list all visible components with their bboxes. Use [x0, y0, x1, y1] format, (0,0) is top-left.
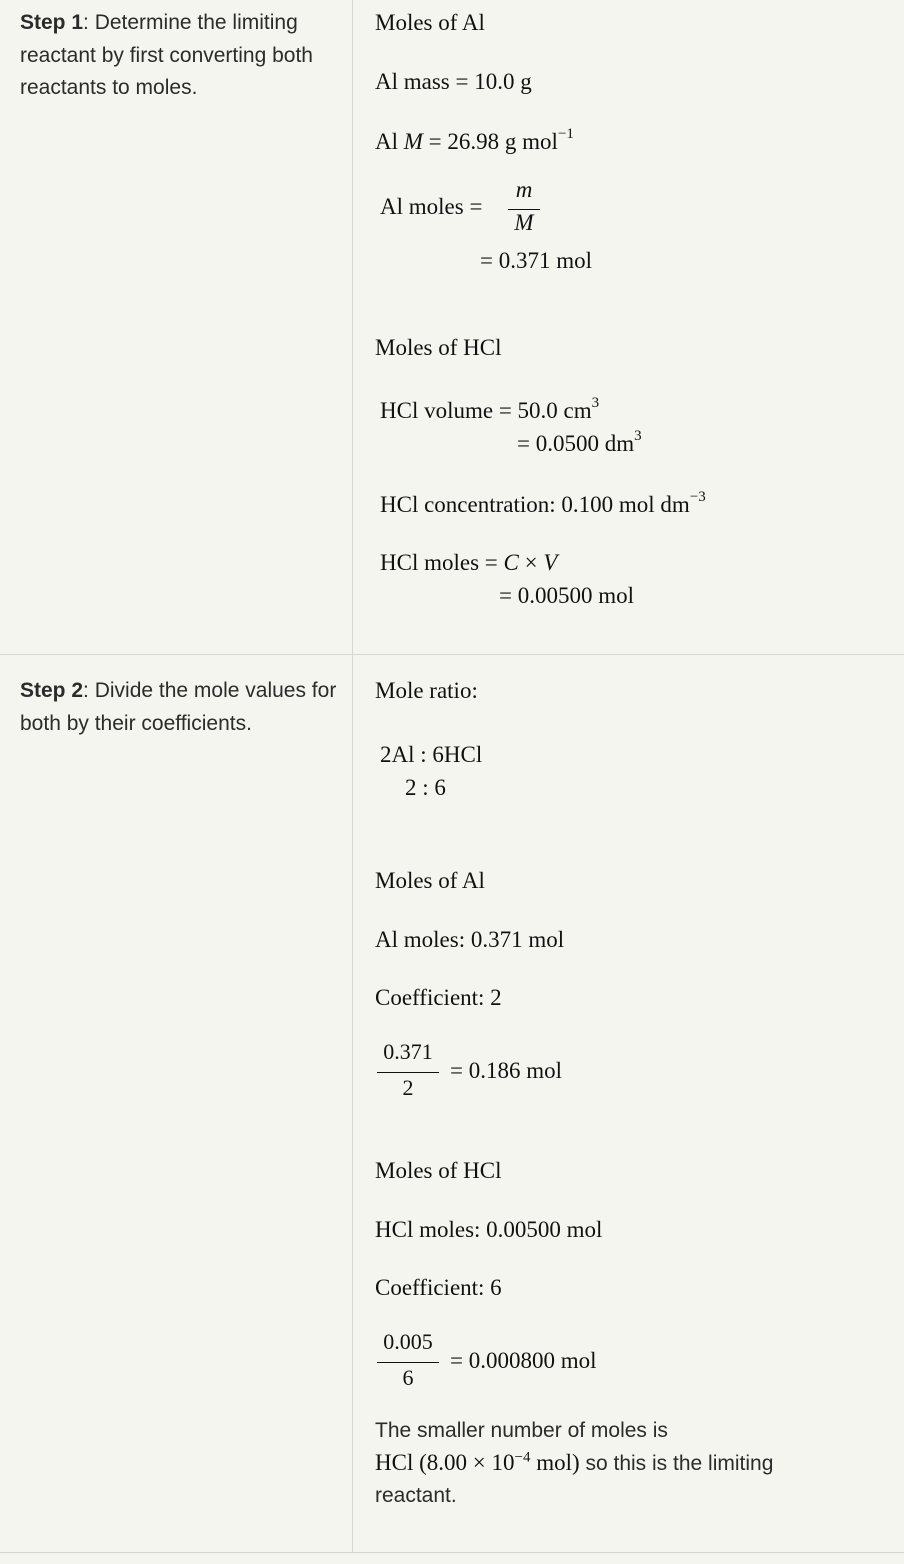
hcl-frac-numerator: 0.005 — [383, 1329, 433, 1354]
hcl-moles-result: = 0.00500 mol — [499, 583, 635, 608]
al-coefficient: Coefficient: 2 — [375, 985, 502, 1010]
step1-text: : Determine the limiting reactant by first converting both reactants to moles. — [20, 11, 313, 99]
al-frac-result: = 0.186 mol — [450, 1058, 563, 1083]
al-mass: Al mass = 10.0 g — [375, 69, 532, 94]
conclusion — [375, 1415, 845, 1512]
hcl-volume-dm3: = 0.0500 $dm^3$ — [517, 428, 642, 456]
al-molar-mass: Al M = 26.98 g mol$^{-1}$ — [375, 126, 574, 154]
step1-label: Step 1 — [20, 11, 84, 34]
hcl-heading: Moles of HCl — [375, 1158, 502, 1183]
hcl-coefficient: Coefficient: 6 — [375, 1275, 502, 1300]
al-moles: Al moles: 0.371 mol — [375, 927, 565, 952]
step2-text: : Divide the mole values for both by their coefficients. — [20, 679, 337, 735]
hcl-moles-formula: HCl moles = C × V — [380, 550, 558, 575]
column-divider — [352, 0, 353, 654]
al-moles-lhs: Al moles = — [380, 194, 483, 219]
al-heading: Moles of Al — [375, 868, 485, 893]
al-moles-result: = 0.371 mol — [480, 248, 593, 273]
hcl-frac-result: = 0.000800 mol — [450, 1348, 597, 1373]
hcl-heading: Moles of HCl — [375, 335, 502, 360]
step1-row — [0, 0, 904, 655]
step2-description — [20, 675, 340, 740]
hcl-frac-denominator: 6 — [402, 1365, 414, 1390]
hcl-volume: HCl volume = 50.0 $cm^3$ — [380, 395, 600, 423]
mole-ratio-equation: 2Al : 6HCl — [380, 742, 483, 767]
al-moles-frac-denominator: M — [514, 210, 534, 235]
fraction-bar — [377, 1072, 439, 1073]
al-frac-numerator: 0.371 — [383, 1039, 433, 1064]
al-frac-denominator: 2 — [402, 1075, 414, 1100]
step1-description — [20, 7, 340, 105]
al-heading: Moles of Al — [375, 10, 485, 35]
hcl-concentration: HCl concentration: 0.100 mol $dm^{-3}$ — [380, 489, 706, 517]
conclusion-text-a: The smaller number of moles is — [375, 1419, 668, 1442]
al-moles-frac-numerator: m — [515, 177, 533, 202]
fraction-bar — [377, 1362, 439, 1363]
mole-ratio-heading: Mole ratio: — [375, 678, 478, 703]
step2-row — [0, 655, 904, 1553]
conclusion-hcl: HCl ($8.00 \times 10^{-4}$ mol) — [375, 1449, 580, 1475]
conclusion-text-b: so this is the limiting reactant. — [375, 1452, 774, 1507]
hcl-moles: HCl moles: 0.00500 mol — [375, 1217, 603, 1242]
column-divider — [352, 655, 353, 1552]
mole-ratio-numbers: 2 : 6 — [405, 775, 446, 800]
step2-label: Step 2 — [20, 679, 84, 702]
